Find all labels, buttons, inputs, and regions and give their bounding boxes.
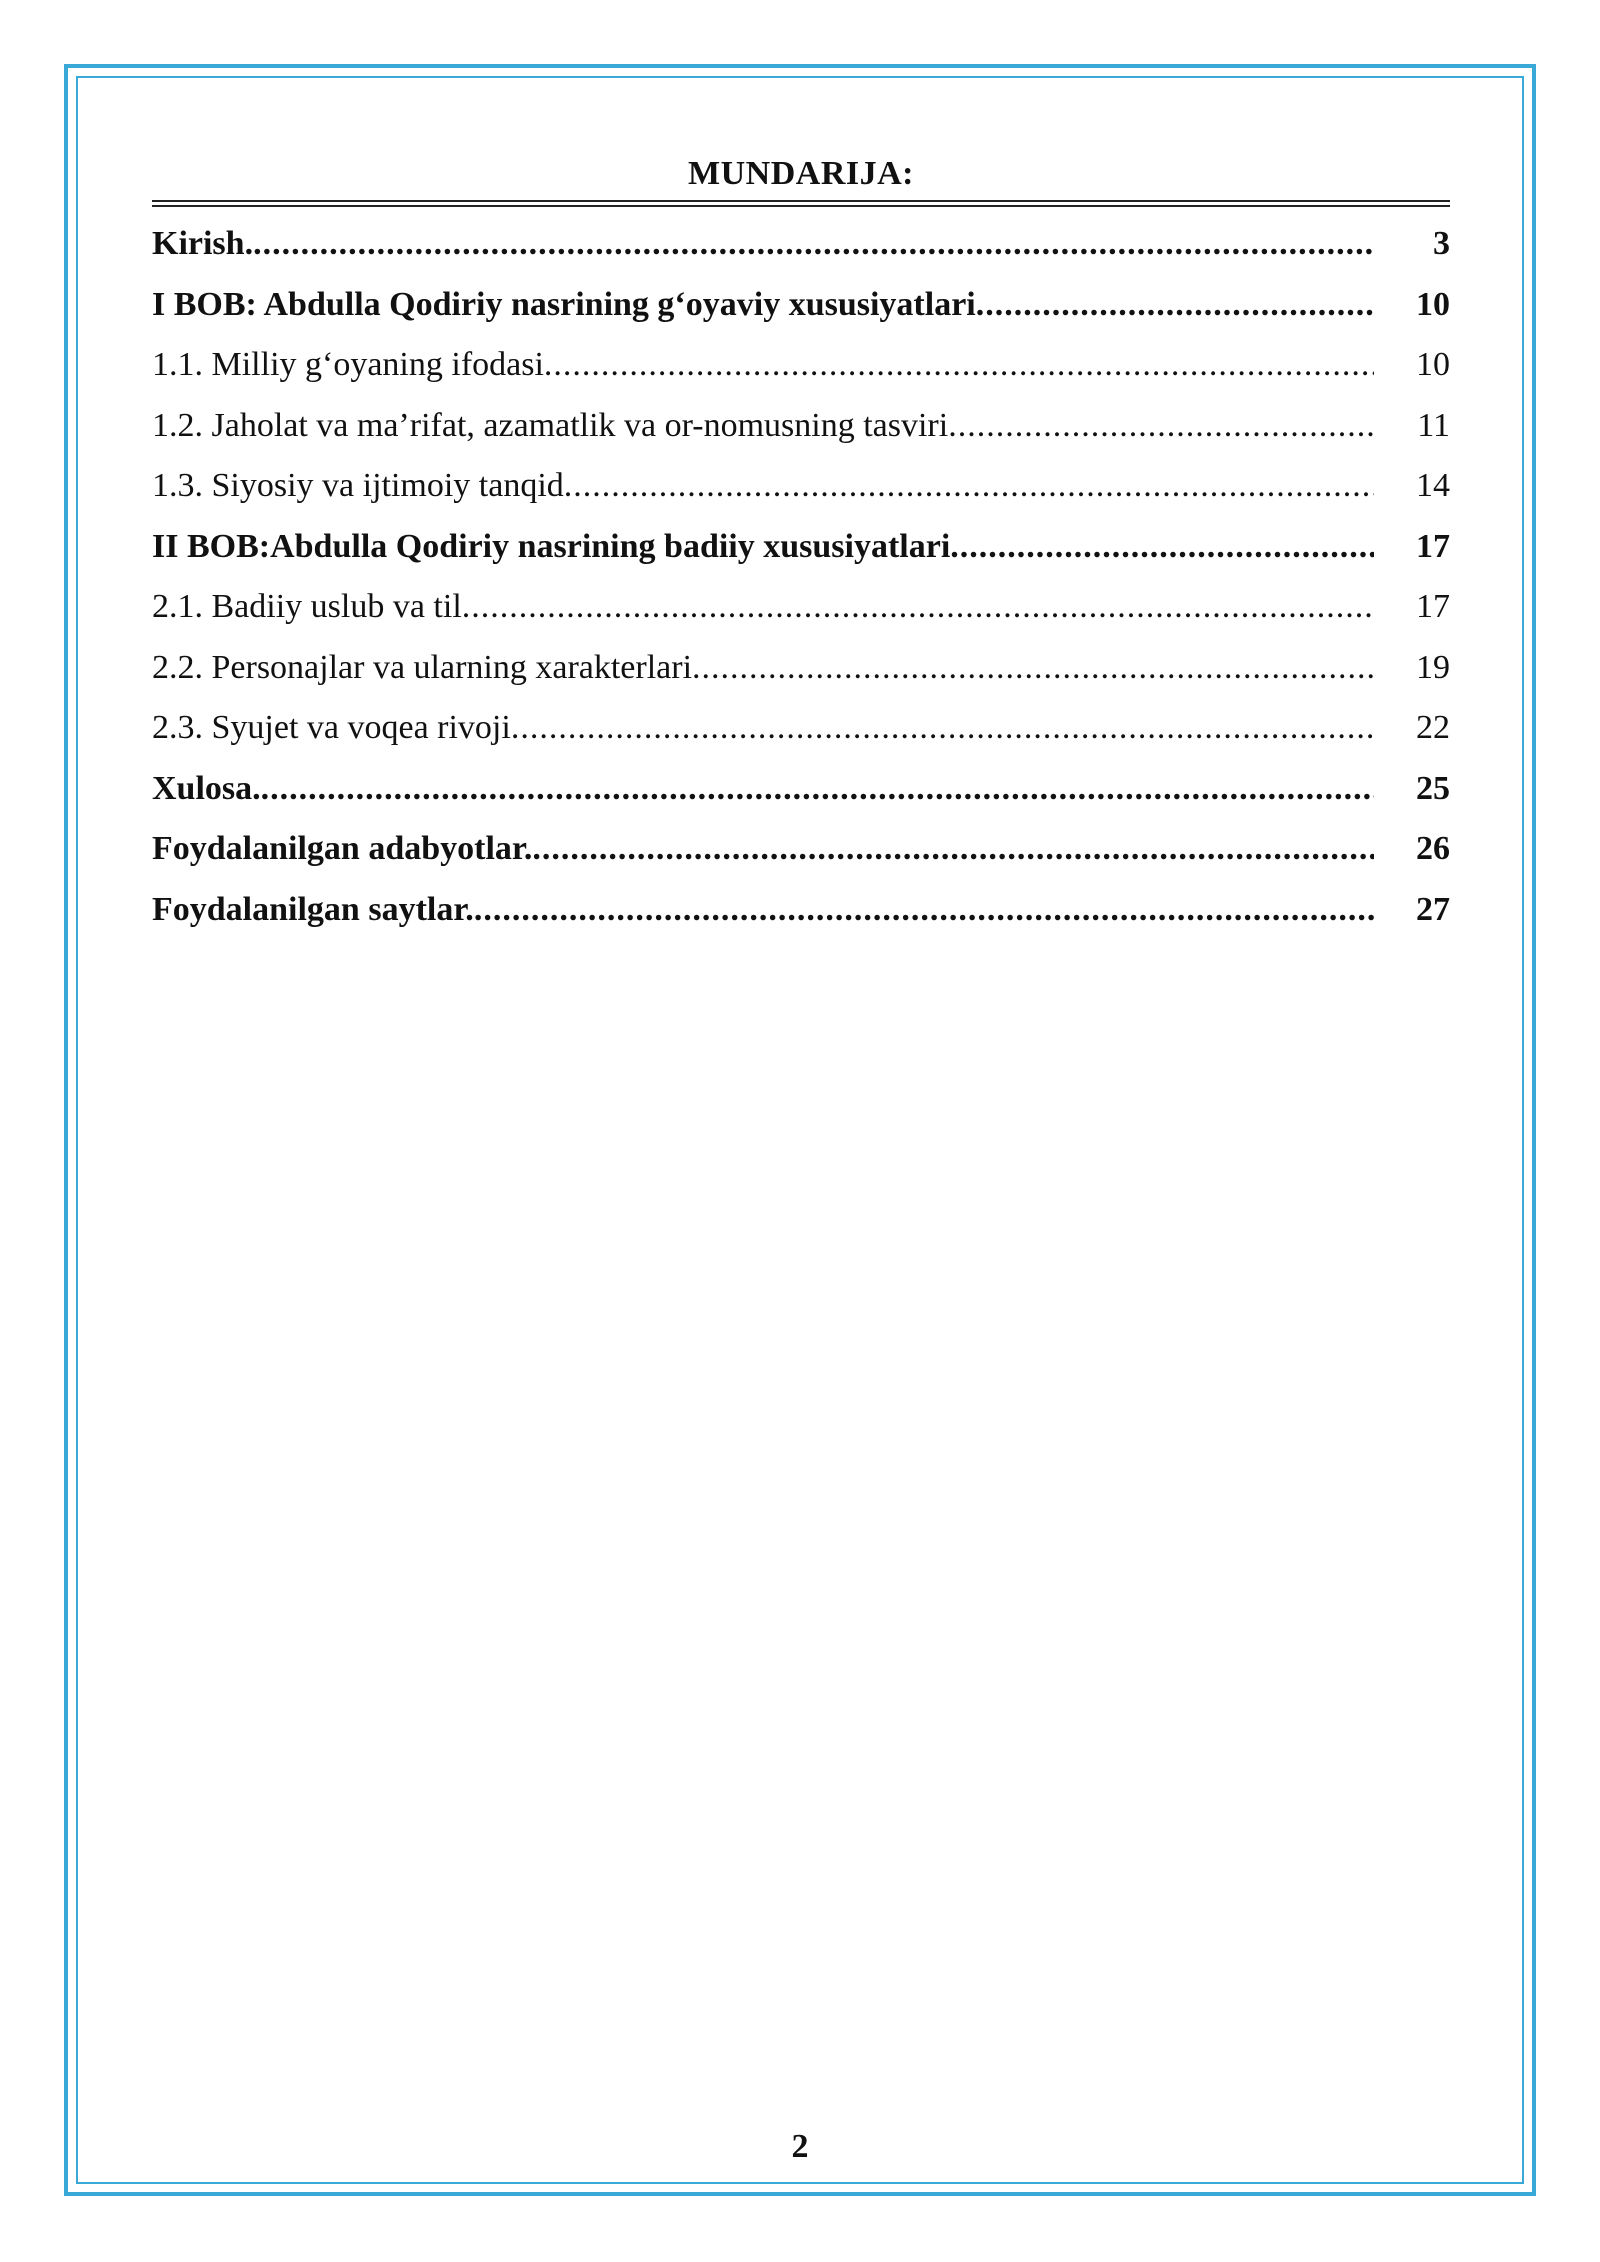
toc-entry-label: Xulosa.	[152, 769, 261, 807]
toc-entry[interactable]	[152, 588, 1450, 649]
toc-entry-page: 17	[1416, 527, 1450, 565]
toc-entry-label: 1.2. Jaholat va ma’rifat, azamatlik va or-nomusning tasviri	[152, 406, 949, 444]
toc-entry-page: 22	[1416, 709, 1450, 746]
toc-dot-leader	[948, 407, 1374, 445]
toc-dot-leader	[692, 649, 1374, 687]
toc-dot-leader	[950, 528, 1374, 566]
toc-entry-page: 14	[1416, 467, 1450, 504]
toc-entry-label: I BOB: Abdulla Qodiriy nasrining g‘oyaviy xususiyatlari	[152, 285, 976, 323]
toc-title: MUNDARIJA:	[688, 155, 914, 192]
toc-entry-page: 27	[1416, 890, 1450, 928]
toc-entry-label: Kirish.	[152, 225, 254, 262]
toc-entry[interactable]	[152, 225, 1450, 286]
toc-dot-leader	[532, 830, 1374, 868]
toc-entry[interactable]	[152, 649, 1450, 710]
toc-entry-page: 25	[1416, 769, 1450, 807]
toc-entry[interactable]	[152, 770, 1450, 831]
toc-entry-page: 17	[1416, 588, 1450, 625]
toc-dot-leader	[976, 286, 1374, 324]
toc-dot-leader	[462, 588, 1374, 626]
toc-dot-leader	[253, 225, 1374, 263]
toc-dot-leader	[261, 770, 1374, 808]
toc-list	[152, 225, 1450, 951]
toc-entry[interactable]	[152, 891, 1450, 952]
toc-entry-label: 2.1. Badiiy uslub va til	[152, 588, 462, 625]
toc-entry[interactable]	[152, 709, 1450, 770]
toc-entry-page: 26	[1416, 830, 1450, 867]
toc-entry-label: Foydalanilgan saytlar.	[152, 890, 474, 928]
toc-dot-leader	[511, 709, 1374, 747]
toc-dot-leader	[544, 346, 1374, 384]
toc-entry[interactable]	[152, 830, 1450, 891]
title-double-rule	[152, 200, 1450, 207]
toc-entry-label: 2.3. Syujet va voqea rivoji	[152, 709, 511, 746]
toc-entry[interactable]	[152, 528, 1450, 589]
toc-entry-label: 2.2. Personajlar va ularning xarakterlari	[152, 648, 693, 686]
toc-entry-page: 11	[1417, 406, 1450, 444]
table-of-contents	[152, 148, 1450, 951]
toc-entry-label: II BOB:Abdulla Qodiriy nasrining badiiy xususiyatlari	[152, 527, 951, 565]
toc-dot-leader	[564, 467, 1374, 505]
toc-dot-leader	[474, 891, 1374, 929]
toc-entry-page: 10	[1416, 346, 1450, 383]
toc-entry[interactable]	[152, 407, 1450, 468]
toc-entry-page: 10	[1416, 285, 1450, 323]
toc-entry-page: 19	[1416, 648, 1450, 686]
page-number: 2	[791, 2128, 809, 2165]
toc-entry[interactable]	[152, 346, 1450, 407]
toc-entry-page: 3	[1433, 225, 1450, 262]
toc-entry[interactable]	[152, 467, 1450, 528]
toc-entry[interactable]	[152, 286, 1450, 347]
toc-entry-label: Foydalanilgan adabyotlar.	[152, 830, 533, 867]
toc-entry-label: 1.1. Milliy g‘oyaning ifodasi	[152, 346, 544, 383]
toc-entry-label: 1.3. Siyosiy va ijtimoiy tanqid	[152, 467, 564, 504]
